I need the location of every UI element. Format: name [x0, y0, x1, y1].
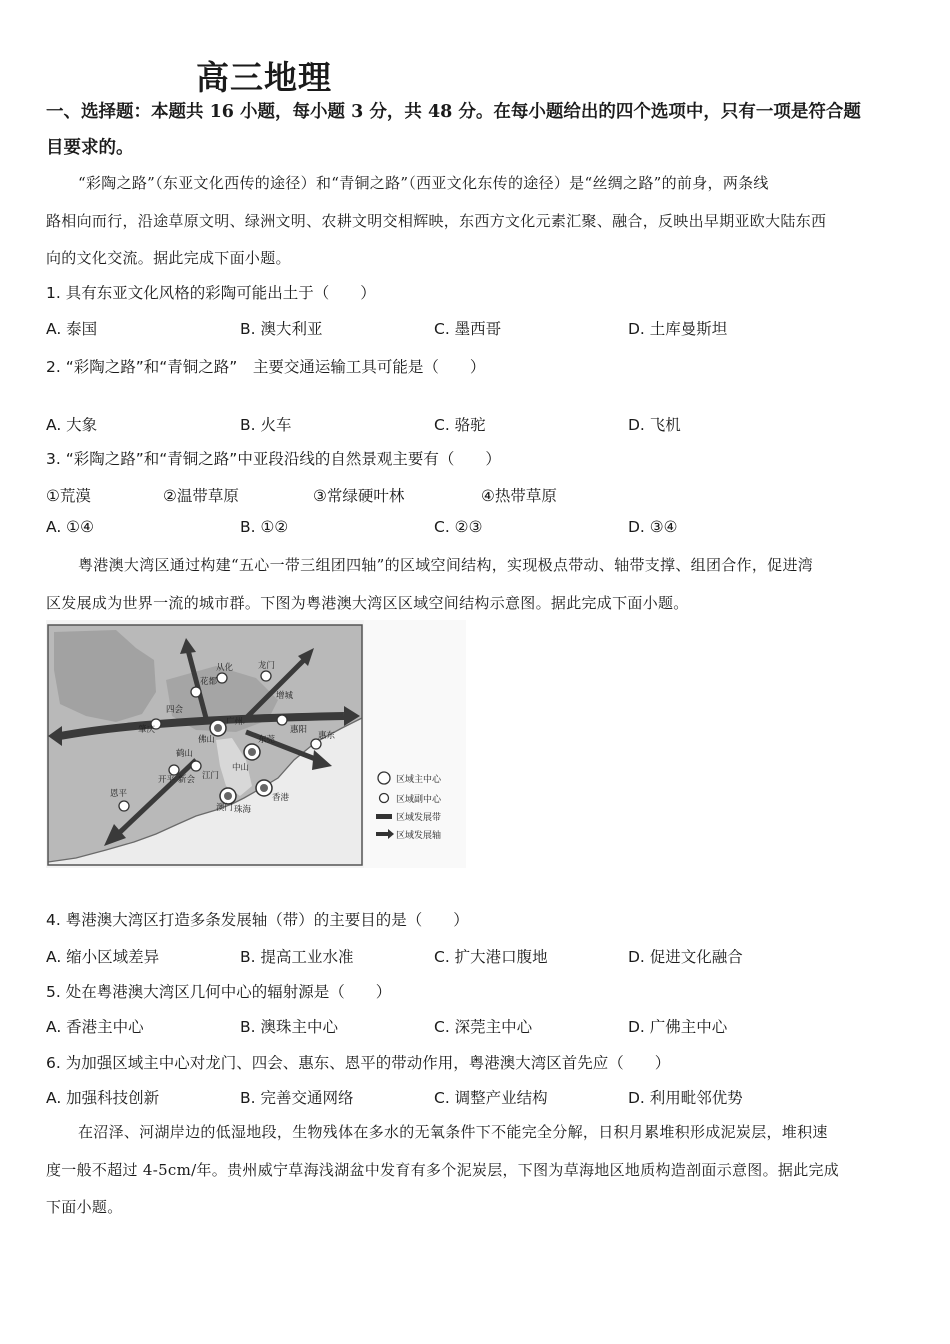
main-center-shenguan [244, 744, 260, 760]
q5-option-b: B. 澳珠主中心 [240, 1018, 338, 1036]
q3-option-a: A. ①④ [46, 518, 94, 536]
passage2-line1: 粤港澳大湾区通过构建“五心一带三组团四轴”的区域空间结构，实现极点带动、轴带支撑、组团合作，促进湾 [78, 556, 814, 574]
sub-center-enping [119, 801, 129, 811]
q1-option-c: C. 墨西哥 [434, 320, 502, 338]
q3-stem: 3. “彩陶之路”和“青铜之路”中亚段沿线的自然景观主要有（ ） [46, 450, 501, 468]
q2-option-d: D. 飞机 [628, 416, 681, 434]
q2-option-b: B. 火车 [240, 416, 292, 434]
q3-item-3: ③常绿硬叶林 [313, 487, 405, 505]
legend-label: 区域发展轴 [396, 831, 442, 841]
q5-option-a: A. 香港主中心 [46, 1018, 144, 1036]
city-label: 鹤山 [176, 749, 194, 759]
q5-stem: 5. 处在粤港澳大湾区几何中心的辐射源是（ ） [46, 983, 392, 1001]
main-center-xianggang [256, 780, 272, 796]
q4-stem: 4. 粤港澳大湾区打造多条发展轴（带）的主要目的是（ ） [46, 911, 469, 929]
city-label: 四会 [166, 705, 184, 715]
city-label: 中山 [232, 763, 250, 773]
city-label: 澳门 [216, 803, 234, 813]
sub-center-huadu [191, 687, 201, 697]
passage2-line2: 区发展成为世界一流的城市群。下图为粤港澳大湾区区域空间结构示意图。据此完成下面小题。 [46, 594, 689, 612]
q3-option-b: B. ①② [240, 518, 289, 536]
q4-option-c: C. 扩大港口腹地 [434, 948, 548, 966]
sub-center-jiangmen [191, 761, 201, 771]
q2-stem: 2. “彩陶之路”和“青铜之路” 主要交通运输工具可能是（ ） [46, 358, 486, 376]
city-label: 东莞 [258, 735, 276, 745]
q1-option-a: A. 泰国 [46, 320, 98, 338]
main-center-guangfo [210, 720, 226, 736]
legend-axis-symbol [376, 832, 388, 836]
sub-center-huizhou [277, 715, 287, 725]
city-label: 恩平 [110, 789, 128, 799]
q3-option-c: C. ②③ [434, 518, 483, 536]
city-label: 佛山 [198, 735, 216, 745]
legend-belt-symbol [376, 814, 392, 819]
city-label: 增城 [276, 691, 294, 701]
city-label: 香港 [272, 793, 290, 803]
city-label: 广州 [226, 717, 244, 727]
q1-stem: 1. 具有东亚文化风格的彩陶可能出土于（ ） [46, 284, 376, 302]
legend-sub-center-symbol [380, 794, 389, 803]
section-heading-line2: 目要求的。 [46, 138, 134, 158]
sub-center-conghua [217, 673, 227, 683]
legend-label: 区域发展带 [396, 813, 442, 823]
q1-option-d: D. 土库曼斯坦 [628, 320, 728, 338]
q6-option-b: B. 完善交通网络 [240, 1089, 354, 1107]
city-label: 从化 [216, 663, 234, 673]
q6-stem: 6. 为加强区域主中心对龙门、四会、惠东、恩平的带动作用，粤港澳大湾区首先应（ ） [46, 1054, 671, 1072]
page-title: 高三地理 [196, 58, 332, 97]
legend-label: 区域副中心 [396, 795, 442, 805]
q3-item-4: ④热带草原 [481, 487, 557, 505]
city-label: 花都 [200, 677, 218, 687]
q6-option-a: A. 加强科技创新 [46, 1089, 160, 1107]
city-label: 珠海 [234, 805, 252, 815]
city-label: 江门 [202, 771, 220, 781]
q6-option-d: D. 利用毗邻优势 [628, 1089, 743, 1107]
passage3-line2: 度一般不超过 4-5cm/年。贵州威宁草海浅湖盆中发育有多个泥炭层，下图为草海地区地质构造剖面示意图。据此完成 [46, 1161, 840, 1179]
section-heading-line1: 一、选择题：本题共 16 小题，每小题 3 分，共 48 分。在每小题给出的四个选项中，只有一项是符合题 [46, 102, 861, 122]
q6-option-c: C. 调整产业结构 [434, 1089, 548, 1107]
q3-option-d: D. ③④ [628, 518, 678, 536]
city-label: 龙门 [258, 661, 276, 671]
sub-center-longmen [261, 671, 271, 681]
city-label: 惠东 [318, 731, 336, 741]
city-label: 开平 [158, 775, 176, 785]
city-label: 惠阳 [290, 725, 308, 735]
q3-item-2: ②温带草原 [163, 487, 239, 505]
passage1-line1: “彩陶之路”（东亚文化西传的途径）和“青铜之路”（西亚文化东传的途径）是“丝绸之路”的前身，两条线 [78, 174, 769, 192]
passage1-line3: 向的文化交流。据此完成下面小题。 [46, 249, 291, 267]
legend-main-center-symbol [378, 772, 390, 784]
sub-center-kaiping [169, 765, 179, 775]
q1-option-b: B. 澳大利亚 [240, 320, 323, 338]
bay-area-map [46, 620, 466, 868]
q5-option-d: D. 广佛主中心 [628, 1018, 728, 1036]
passage3-line1: 在沼泽、河湖岸边的低湿地段，生物残体在多水的无氧条件下不能完全分解，日积月累堆积形成泥炭层，堆积速 [78, 1123, 828, 1141]
q5-option-c: C. 深莞主中心 [434, 1018, 533, 1036]
passage1-line2: 路相向而行，沿途草原文明、绿洲文明、农耕文明交相辉映，东西方文化元素汇聚、融合，反映出早期亚欧大陆东西 [46, 212, 827, 230]
legend-label: 区域主中心 [396, 775, 442, 785]
q2-option-a: A. 大象 [46, 416, 98, 434]
q4-option-a: A. 缩小区域差异 [46, 948, 160, 966]
q4-option-d: D. 促进文化融合 [628, 948, 743, 966]
q3-item-1: ①荒漠 [46, 487, 91, 505]
q4-option-b: B. 提高工业水准 [240, 948, 354, 966]
main-center-aozhu [220, 788, 236, 804]
passage3-line3: 下面小题。 [46, 1198, 123, 1216]
q2-option-c: C. 骆驼 [434, 416, 486, 434]
city-label: 肇庆 [138, 725, 156, 735]
city-label: 新会 [178, 775, 196, 785]
